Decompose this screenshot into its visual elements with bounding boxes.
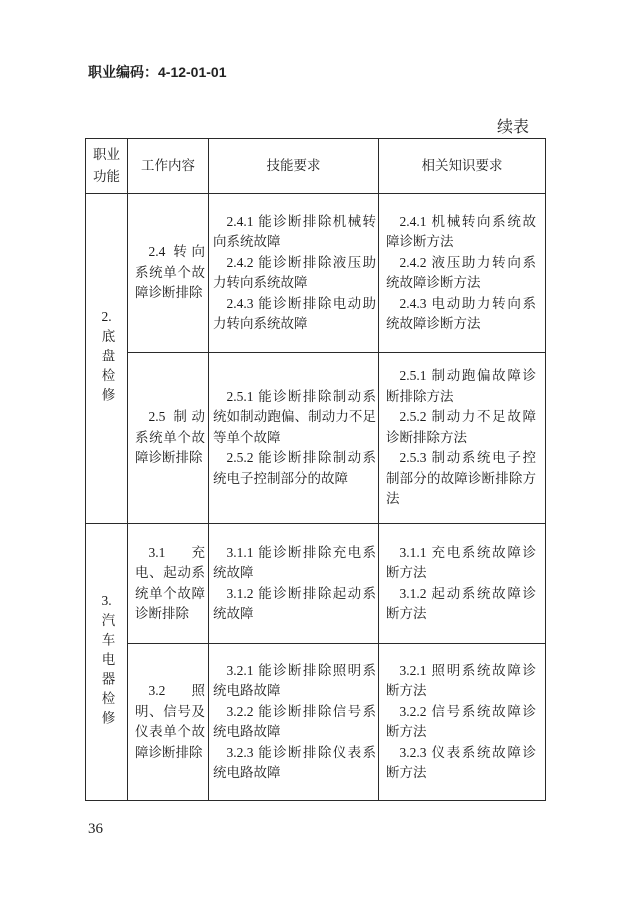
- skills-cell: [209, 353, 379, 524]
- work-content: 2.4 转向系统单个故障诊断排除: [135, 244, 205, 301]
- knowledge-item: 2.5.3 制动系统电子控制部分的故障诊断排除方法: [386, 450, 536, 507]
- occupation-code: 职业编码：4-12-01-01: [88, 64, 227, 80]
- column-header-work: 工作内容: [128, 139, 209, 194]
- function-number: 3.: [101, 592, 112, 608]
- table-row: [86, 644, 546, 801]
- knowledge-item: 2.4.3 电动助力转向系统故障诊断方法: [386, 295, 536, 331]
- skills-cell: [209, 644, 379, 801]
- knowledge-cell: [379, 194, 546, 353]
- table-header-row: [86, 139, 546, 194]
- function-name: 底盘检修: [99, 328, 115, 407]
- skill-item: 2.4.3 能诊断排除电动助力转向系统故障: [213, 295, 376, 331]
- table-row: [86, 353, 546, 524]
- knowledge-item: 3.1.1 充电系统故障诊断方法: [386, 544, 536, 580]
- knowledge-item: 2.4.2 液压助力转向系统故障诊断方法: [386, 254, 536, 290]
- function-number: 2.: [101, 308, 112, 324]
- work-content-cell: [128, 194, 209, 353]
- column-header-function: [86, 139, 128, 194]
- skills-cell: [209, 524, 379, 644]
- knowledge-item: 3.2.3 仪表系统故障诊断方法: [386, 744, 536, 780]
- column-header-knowledge: 相关知识要求: [379, 139, 546, 194]
- continued-table-label: 续表: [497, 119, 530, 136]
- work-content-cell: [128, 353, 209, 524]
- skill-item: 3.1.1 能诊断排除充电系统故障: [213, 544, 376, 580]
- skills-standard-table: [85, 138, 546, 801]
- knowledge-item: 2.4.1 机械转向系统故障诊断方法: [386, 213, 536, 249]
- work-content: 2.5 制动系统单个故障诊断排除: [135, 409, 205, 466]
- function-name: 汽车电器检修: [99, 612, 115, 730]
- column-header-label: 职业功能: [93, 147, 120, 184]
- work-content-cell: [128, 644, 209, 801]
- skill-item: 3.2.1 能诊断排除照明系统电路故障: [213, 662, 376, 698]
- knowledge-item: 3.2.2 信号系统故障诊断方法: [386, 703, 536, 739]
- work-content-cell: [128, 524, 209, 644]
- knowledge-item: 3.1.2 起动系统故障诊断方法: [386, 585, 536, 621]
- knowledge-item: 2.5.2 制动力不足故障诊断排除方法: [386, 409, 536, 445]
- skill-item: 2.4.1 能诊断排除机械转向系统故障: [213, 213, 376, 249]
- knowledge-item: 2.5.1 制动跑偏故障诊断排除方法: [386, 368, 536, 404]
- knowledge-cell: [379, 353, 546, 524]
- skill-item: 3.2.3 能诊断排除仪表系统电路故障: [213, 744, 376, 780]
- work-content: 3.2 照明、信号及仪表单个故障诊断排除: [135, 683, 205, 760]
- page-number: 36: [88, 821, 103, 837]
- knowledge-item: 3.2.1 照明系统故障诊断方法: [386, 662, 536, 698]
- skills-cell: [209, 194, 379, 353]
- table-row: [86, 524, 546, 644]
- skill-item: 2.4.2 能诊断排除液压助力转向系统故障: [213, 254, 376, 290]
- work-content: 3.1 充电、起动系统单个故障诊断排除: [135, 544, 205, 621]
- function-cell: [86, 194, 128, 524]
- skill-item: 3.2.2 能诊断排除信号系统电路故障: [213, 703, 376, 739]
- column-header-skills: 技能要求: [209, 139, 379, 194]
- skill-item: 2.5.1 能诊断排除制动系统如制动跑偏、制动力不足等单个故障: [213, 388, 376, 445]
- skill-item: 3.1.2 能诊断排除起动系统故障: [213, 585, 376, 621]
- skill-item: 2.5.2 能诊断排除制动系统电子控制部分的故障: [213, 450, 376, 486]
- knowledge-cell: [379, 524, 546, 644]
- table-row: [86, 194, 546, 353]
- knowledge-cell: [379, 644, 546, 801]
- function-cell: [86, 524, 128, 801]
